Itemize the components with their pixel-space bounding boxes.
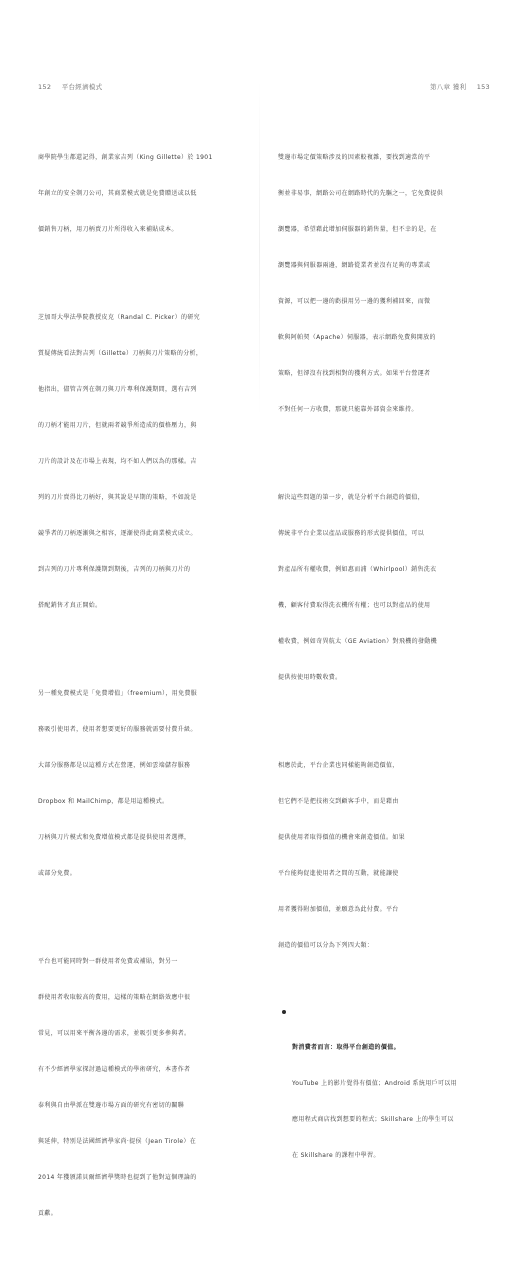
text-line: 大部分服務都是以這種方式在營運，例如雲端儲存服務 bbox=[38, 762, 191, 769]
text-line: 相應於此，平台企業也同樣能夠創造價值， bbox=[278, 762, 399, 769]
text-line: 價銷售刀柄，用刀柄賣刀片所得收入來補貼成本。 bbox=[38, 226, 178, 233]
left-paragraph-1 bbox=[38, 128, 248, 260]
text-line: 衡並非易事，網路公司在網路時代的先驅之一，它免費提供 bbox=[278, 190, 444, 197]
right-paragraph-1 bbox=[278, 128, 494, 440]
text-line: 瀏覽器與伺服器兩邊，網路從業者並沒有足夠的專業或 bbox=[278, 262, 431, 269]
left-page-number: 152 bbox=[38, 83, 52, 91]
text-line: 群使用者收取較高的費用，這樣的策略在網絡效應中很 bbox=[38, 994, 191, 1001]
text-line: 平台也可能同時對一群使用者免費或補貼，對另一 bbox=[38, 958, 178, 965]
right-page-body bbox=[278, 104, 494, 1210]
bullet-dot-icon bbox=[282, 1010, 286, 1014]
text-line: 競爭者的刀柄逐漸與之相容，逐漸使得此商業模式成立。 bbox=[38, 530, 197, 537]
text-line: 泰利與自由學派在雙邊市場方面的研究有密切的關聯 bbox=[38, 1102, 185, 1109]
text-line: 或部分免費。 bbox=[38, 870, 77, 877]
text-line: 對產品所有權收費，例如惠而浦（Whirlpool）銷售洗衣 bbox=[278, 566, 437, 573]
bullet-item-consumers bbox=[278, 1006, 494, 1186]
text-line: 質疑傳統看法對吉列（Gillette）刀柄與刀片策略的分析， bbox=[38, 350, 203, 357]
text-line: 創造的價值可以分為下列四大類： bbox=[278, 942, 374, 949]
text-line: 應用程式商店找到想要的程式；Skillshare 上的學生可以 bbox=[292, 1116, 454, 1123]
text-line: 務吸引使用者，使用者想要更好的服務就需要付費升級。 bbox=[38, 726, 197, 733]
text-line: 與延伸，特別是法國經濟學家尚·提侯（Jean Tirole）在 bbox=[38, 1138, 197, 1145]
text-line: 不對任何一方收費，那就只能靠外部資金來維持。 bbox=[278, 406, 418, 413]
text-line: 資源，可以把一邊的虧損用另一邊的獲利補回來，而微 bbox=[278, 298, 431, 305]
right-page-number: 153 bbox=[476, 83, 490, 91]
left-paragraph-2 bbox=[38, 288, 248, 636]
text-line: 商學院學生都還記得，創業家吉列（King Gillette）於 1901 bbox=[38, 154, 213, 161]
text-line: 到吉列的刀片專利保護期到期後，吉列的刀柄與刀片的 bbox=[38, 566, 191, 573]
left-page-body bbox=[38, 104, 248, 1272]
left-running-title: 平台經濟模式 bbox=[61, 83, 103, 91]
text-line: 雙邊市場定價策略涉及的因素較複雜，要找到適當的平 bbox=[278, 154, 431, 161]
right-paragraph-3 bbox=[278, 736, 494, 976]
text-line: 年創立的安全剃刀公司，其商業模式就是免費贈送或以低 bbox=[38, 190, 197, 197]
text-line: 但它們不是把技術交到顧客手中，而是藉由 bbox=[278, 798, 399, 805]
left-paragraph-4 bbox=[38, 932, 248, 1244]
bullet-heading: 對消費者而言：取得平台創造的價值。 bbox=[292, 1044, 400, 1051]
left-paragraph-3 bbox=[38, 664, 248, 904]
text-line: 常見，可以用來平衡各邊的需求，並吸引更多參與者。 bbox=[38, 1030, 191, 1037]
right-running-head bbox=[430, 83, 490, 91]
text-line: 芝加哥大學法學院教授皮克（Randal C. Picker）的研究 bbox=[38, 314, 201, 321]
text-line: 提供按使用時數收費。 bbox=[278, 674, 342, 681]
text-line: 用者獲得附加價值，並願意為此付費。平台 bbox=[278, 906, 399, 913]
text-line: YouTube 上的影片覺得有價值；Android 系統用戶可以用 bbox=[292, 1080, 457, 1087]
text-line: 機，顧客付費取得洗衣機所有權；也可以對產品的使用 bbox=[278, 602, 431, 609]
text-line: 刀柄與刀片模式和免費增值模式都是提供使用者選擇， bbox=[38, 834, 191, 841]
text-line: 權收費，例如奇異航太（GE Aviation）對飛機的發動機 bbox=[278, 638, 437, 645]
text-line: 策略，但卻沒有找到相對的獲利方式。如果平台營運者 bbox=[278, 370, 431, 377]
text-line: 2014 年獲頒諾貝爾經濟學獎時也提到了他對這個理論的 bbox=[38, 1174, 197, 1181]
text-line: 他指出，儘管吉列在剃刀與刀片專利保護期間，選有吉列 bbox=[38, 386, 197, 393]
left-running-head bbox=[38, 83, 103, 91]
text-line: 有不少經濟學家探討過這種模式的學術研究，本書作者 bbox=[38, 1066, 191, 1073]
text-line: 軟與阿帕契（Apache）伺服器，表示網路免費與開放的 bbox=[278, 334, 436, 341]
text-line: 另一種免費模式是「免費增值」（freemium），用免費服 bbox=[38, 690, 198, 697]
text-line: 在 Skillshare 的課程中學習。 bbox=[292, 1152, 380, 1159]
right-running-title: 第八章 獲利 bbox=[429, 83, 467, 91]
text-line: 平台能夠促進使用者之間的互動，就能讓使 bbox=[278, 870, 399, 877]
text-line: 的刀柄才能用刀片，但就兩者競爭所造成的價格壓力，與 bbox=[38, 422, 197, 429]
text-line: 瀏覽器，希望藉此增加伺服器的銷售量，但不幸的是，在 bbox=[278, 226, 437, 233]
text-line: 搭配銷售才真正開始。 bbox=[38, 602, 102, 609]
text-line: 列的刀片賣得比刀柄好，與其說是早期的策略，不如說是 bbox=[38, 494, 197, 501]
text-line: 貢獻。 bbox=[38, 1210, 58, 1217]
text-line: Dropbox 和 MailChimp，都是用這種模式。 bbox=[38, 798, 169, 805]
right-paragraph-2 bbox=[278, 468, 494, 708]
text-line: 傳統非平台企業以產品或服務的形式提供價值，可以 bbox=[278, 530, 425, 537]
text-line: 刀片的設計及在市場上表現，均不如人們以為的那樣。吉 bbox=[38, 458, 197, 465]
text-line: 解決這些問題的第一步，就是分析平台創造的價值， bbox=[278, 494, 425, 501]
text-line: 提供使用者取得價值的機會來創造價值。如果 bbox=[278, 834, 406, 841]
book-gutter bbox=[259, 78, 260, 418]
